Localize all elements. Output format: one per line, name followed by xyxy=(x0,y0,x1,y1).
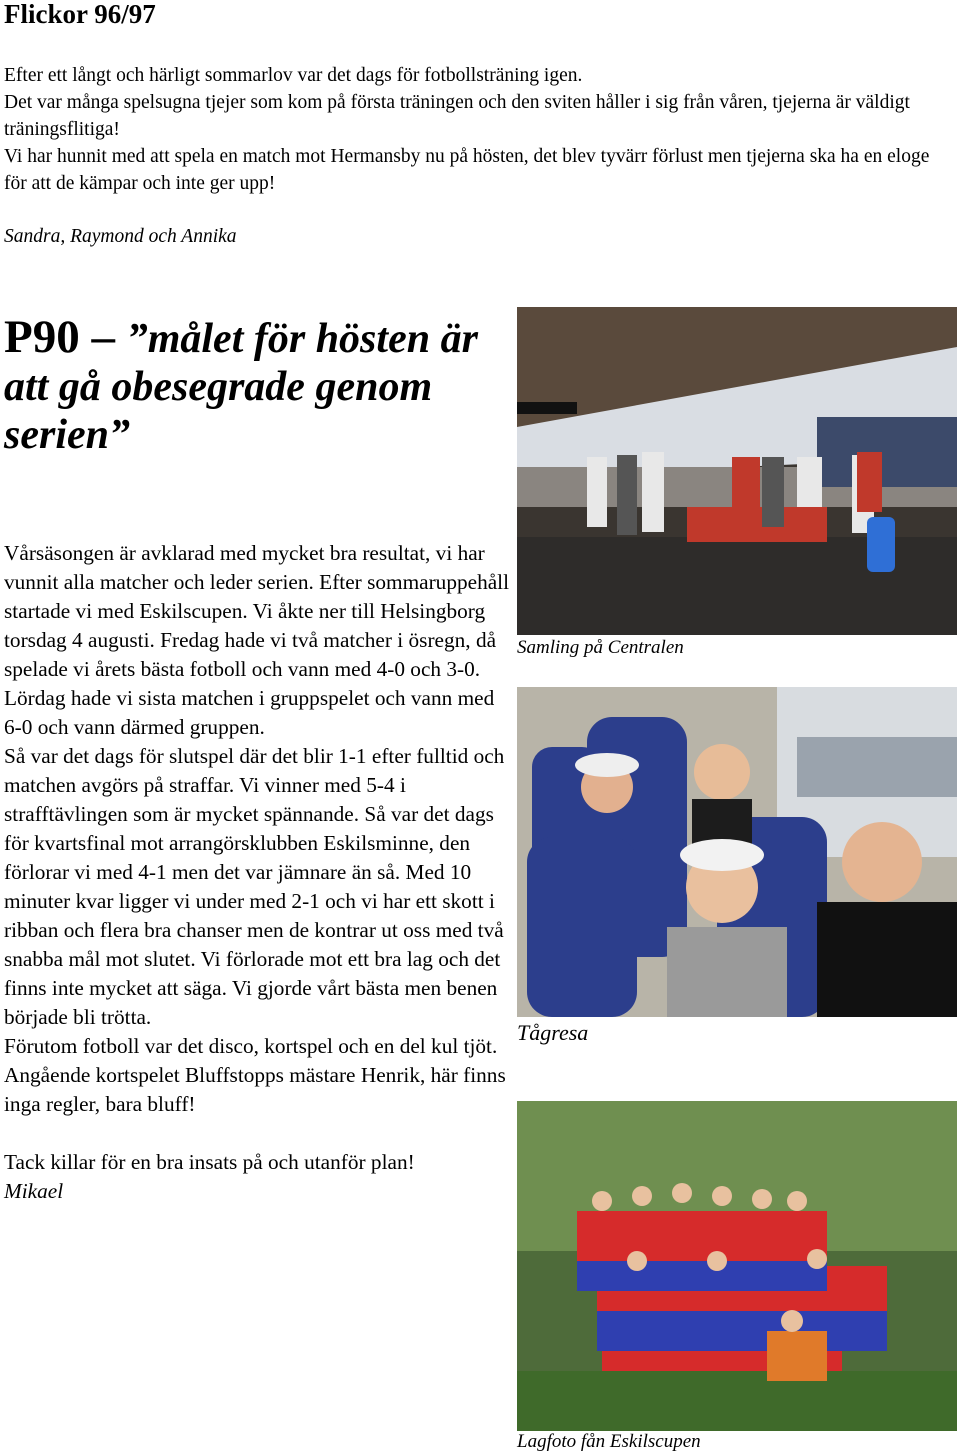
section-title-flickor: Flickor 96/97 xyxy=(4,0,156,29)
p90-article xyxy=(4,539,509,1206)
article-paragraph: Tack killar för en bra insats på och utanför plan! xyxy=(4,1150,415,1174)
team-goal: ”målet för hösten är att gå obesegrade genom serien” xyxy=(4,316,478,458)
photo-caption: Tågresa xyxy=(517,1020,589,1045)
flickor-paragraph: Det var många spelsugna tjejer som kom på första träningen och den sviten håller i sig från våren, tjejerna är väldigt träningsflitiga! xyxy=(4,92,910,140)
photo-caption: Lagfoto fån Eskilscupen xyxy=(517,1431,701,1452)
photo-caption: Samling på Centralen xyxy=(517,637,684,658)
station-photo xyxy=(517,307,957,635)
team-name: P90 xyxy=(4,311,80,363)
article-paragraph: Vårsäsongen är avklarad med mycket bra resultat, vi har vunnit alla matcher och leder serien. Efter sommaruppehåll startade vi med Eskilscupen. Vi åkte ner till Helsingborg torsdag 4 augusti. Fredag hade vi två matcher i ösregn, då spelade vi årets bästa fotboll och vann med 4-0 och 3-0. Lördag hade vi sista matchen i gruppspelet och vann med 6-0 och vann därmed gruppen. xyxy=(4,541,510,739)
flickor-paragraph: Efter ett långt och härligt sommarlov var det dags för fotbollsträning igen. xyxy=(4,65,583,86)
section-title-p90 xyxy=(4,313,504,459)
title-dash: – xyxy=(79,311,127,363)
flickor-text xyxy=(4,62,956,197)
article-paragraph: Så var det dags för slutspel där det blir 1-1 efter fulltid och matchen avgörs på straffar. Vi vinner med 5-4 i strafftävlingen som är mycket spännande. Så var det dags för kvartsfinal mot arrangörsklubben Eskilsminne, den förlorar vi med 4-1 men det var jämnare än så. Med 10 minuter kvar ligger vi under med 2-1 och vi har ett skott i ribban och flera bra chanser men de kontrar ut oss med två snabba mål mot slutet. Vi förlorade mot ett bra lag och det finns inte mycket att säga. Vi gjorde vårt bästa men benen började bli trötta. xyxy=(4,744,505,1029)
article-paragraph: Förutom fotboll var det disco, kortspel och en del kul tjöt. Angående kortspelet Bluffstopps mästare Henrik, här finns inga regler, bara bluff! xyxy=(4,1034,506,1116)
train-photo xyxy=(517,687,957,1017)
flickor-signature: Sandra, Raymond och Annika xyxy=(4,226,237,247)
flickor-paragraph: Vi har hunnit med att spela en match mot Hermansby nu på hösten, det blev tyvärr förlust men tjejerna ska ha en eloge för att de kämpar och inte ger upp! xyxy=(4,146,930,194)
team-photo xyxy=(517,1101,957,1431)
p90-signature: Mikael xyxy=(4,1179,64,1203)
